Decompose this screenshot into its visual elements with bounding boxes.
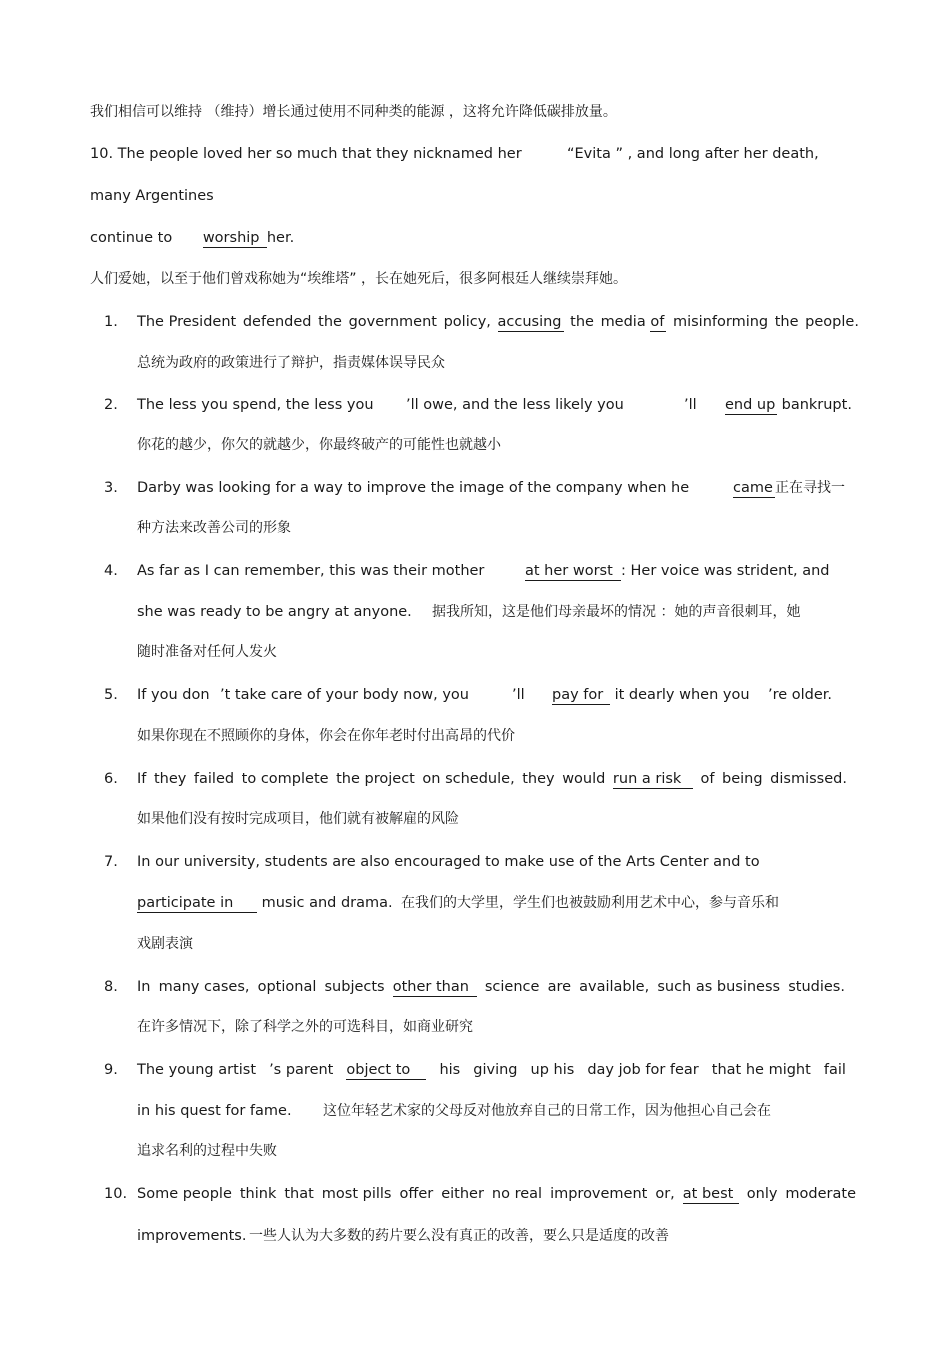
intro-item10-line-3 (90, 229, 294, 248)
item-1-line-1 (137, 313, 859, 332)
text-segment: being (722, 771, 763, 787)
item-4-text-b: : Her voice was strident, and (621, 563, 830, 579)
text-segment: In (137, 979, 151, 995)
item-number: 9. (104, 1062, 118, 1078)
text-segment: to complete (241, 771, 329, 787)
text-segment: government (348, 314, 437, 330)
item-number: 7. (104, 854, 118, 870)
text-segment: people. (805, 314, 859, 330)
intro-item10-cn: 人们爱她，以至于他们曾戏称她为“埃维塔” ，长在她死后，很多阿根廷人继续崇拜她。 (90, 271, 627, 287)
item-10-line-1 (137, 1185, 856, 1204)
answer-blank: of (650, 313, 666, 332)
item-4-line-2-en: she was ready to be angry at anyone. (137, 604, 412, 620)
answer-blank: at best (683, 1185, 739, 1204)
item-2-blank-line (725, 396, 852, 415)
item-10-line-2-en: improvements. (137, 1228, 247, 1244)
text-segment: or, (655, 1186, 675, 1202)
item-2-text-c: ’ll (684, 397, 697, 413)
item-5-text-a: If you don (137, 687, 210, 703)
item-2-text-d: bankrupt. (781, 397, 852, 413)
intro-item10-post: her. (266, 230, 295, 246)
item-number: 10. (104, 1186, 128, 1202)
text-segment (601, 313, 667, 332)
text-segment: the (774, 314, 799, 330)
text-segment: ’s parent (269, 1062, 334, 1078)
text-segment: the project (336, 771, 415, 787)
text-segment: only (746, 1186, 778, 1202)
text-segment: up his (530, 1062, 575, 1078)
text-segment: fail (823, 1062, 846, 1078)
item-9-line-1 (137, 1061, 846, 1080)
text-segment: dismissed. (770, 771, 847, 787)
text-segment: no real (491, 1186, 543, 1202)
item-9-line-2-cn: 这位年轻艺术家的父母反对他放弃自己的日常工作，因为他担心自己会在 (323, 1103, 771, 1119)
item-2-text-b: ’ll owe, and the less likely you (406, 397, 624, 413)
text-segment: defended (242, 314, 312, 330)
item-5-text-e: ’re older. (768, 687, 833, 703)
text-segment: they (522, 771, 555, 787)
item-number: 8. (104, 979, 118, 995)
text-segment: think (239, 1186, 277, 1202)
text-segment: that (284, 1186, 314, 1202)
item-8-cn: 在许多情况下，除了科学之外的可选科目，如商业研究 (137, 1019, 473, 1035)
answer-blank: participate in (137, 894, 257, 913)
answer-blank: worship (203, 229, 267, 248)
item-2-cn: 你花的越少，你欠的就越少，你最终破产的可能性也就越小 (137, 437, 501, 453)
item-7-cn: 戏剧表演 (137, 936, 193, 952)
item-5-blank-line (552, 686, 750, 705)
answer-blank: came (733, 479, 775, 498)
text-segment: available, (579, 979, 650, 995)
item-3-text-a: Darby was looking for a way to improve the image of the company when he (137, 480, 690, 496)
item-number: 6. (104, 771, 118, 787)
text-segment: would (562, 771, 606, 787)
text-segment: most pills (321, 1186, 392, 1202)
text-segment: moderate (785, 1186, 856, 1202)
item-5-text-c: ’ll (512, 687, 525, 703)
text-segment: either (441, 1186, 484, 1202)
text-segment: giving (473, 1062, 518, 1078)
item-5-cn: 如果你现在不照顾你的身体，你会在你年老时付出高昂的代价 (137, 728, 515, 744)
answer-blank: object to (346, 1061, 426, 1080)
item-number: 5. (104, 687, 118, 703)
item-number: 2. (104, 397, 118, 413)
text-segment: that he might (711, 1062, 811, 1078)
item-4-text-a: As far as I can remember, this was their mother (137, 563, 485, 579)
intro-item10-evita: “Evita ” , and long after her death, (567, 146, 819, 162)
text-segment: media (600, 314, 646, 330)
item-number: 1. (104, 314, 118, 330)
item-5-text-b: ’t take care of your body now, you (220, 687, 469, 703)
item-number: 4. (104, 563, 118, 579)
text-segment: his (439, 1062, 461, 1078)
text-segment: are (547, 979, 572, 995)
answer-blank: pay for (552, 686, 610, 705)
text-segment: If (137, 771, 147, 787)
item-8-line-1 (137, 978, 845, 997)
text-segment: subjects (324, 979, 385, 995)
item-10-line-2-cn: 一些人认为大多数的药片要么没有真正的改善，要么只是适度的改善 (249, 1228, 669, 1244)
text-segment: they (153, 771, 187, 787)
item-9-cn: 追求名利的过程中失败 (137, 1143, 277, 1159)
text-segment: such as business (657, 979, 781, 995)
item-6-cn: 如果他们没有按时完成项目，他们就有被解雇的风险 (137, 811, 459, 827)
answer-blank: at her worst (525, 562, 621, 581)
text-segment: optional (257, 979, 317, 995)
item-3-blank-line (733, 479, 845, 498)
text-segment: the (570, 314, 594, 330)
intro-cn-line-1: 我们相信可以维持 （维持）增长通过使用不同种类的能源 ，这将允许降低碳排放量。 (90, 104, 617, 120)
text-segment: on schedule, (422, 771, 515, 787)
answer-blank: other than (393, 978, 477, 997)
item-7-line-2 (137, 894, 393, 913)
text-segment: the (318, 314, 342, 330)
intro-item10-pre: continue to (90, 230, 173, 246)
text-segment: science (484, 979, 540, 995)
item-3-cn: 种方法来改善公司的形象 (137, 520, 291, 536)
answer-blank: accusing (497, 314, 562, 330)
item-7-line-2-cn: 在我们的大学里，学生们也被鼓励利用艺术中心，参与音乐和 (401, 895, 779, 911)
item-6-line-1 (137, 770, 847, 789)
answer-blank: run a risk (613, 770, 693, 789)
text-segment: The young artist (137, 1062, 257, 1078)
text-segment: many cases, (158, 979, 250, 995)
item-4-blank-line (525, 562, 830, 581)
item-7-text-a: In our university, students are also encouraged to make use of the Arts Center and to (137, 854, 760, 870)
text-segment: misinforming (672, 314, 769, 330)
item-2-text-a: The less you spend, the less you (137, 397, 374, 413)
item-5-text-d: it dearly when you (614, 687, 750, 703)
item-3-text-b: 正在寻找一 (775, 480, 845, 496)
text-segment: of (700, 771, 715, 787)
text-segment: day job for fear (587, 1062, 699, 1078)
intro-item10-line-1 (90, 145, 522, 163)
text-segment: offer (399, 1186, 434, 1202)
text-segment: The President (137, 314, 237, 330)
item-1-cn: 总统为政府的政策进行了辩护，指责媒体误导民众 (137, 355, 445, 371)
text-segment: policy, (443, 314, 491, 330)
item-9-line-2-en: in his quest for fame. (137, 1103, 292, 1119)
intro-item10-line-2: many Argentines (90, 188, 214, 204)
item-7-text-b: music and drama. (261, 895, 393, 911)
item-4-cn: 随时准备对任何人发火 (137, 644, 277, 660)
text-segment: improvement (550, 1186, 648, 1202)
intro-item10-text: 10. The people loved her so much that they nicknamed her (90, 146, 522, 162)
text-segment: failed (193, 771, 235, 787)
item-4-line-2-cn: 据我所知，这是他们母亲最坏的情况 ：她的声音很刺耳，她 (432, 604, 801, 620)
item-number: 3. (104, 480, 118, 496)
text-segment: Some people (137, 1186, 232, 1202)
text-segment: studies. (788, 979, 845, 995)
answer-blank: end up (725, 397, 776, 413)
